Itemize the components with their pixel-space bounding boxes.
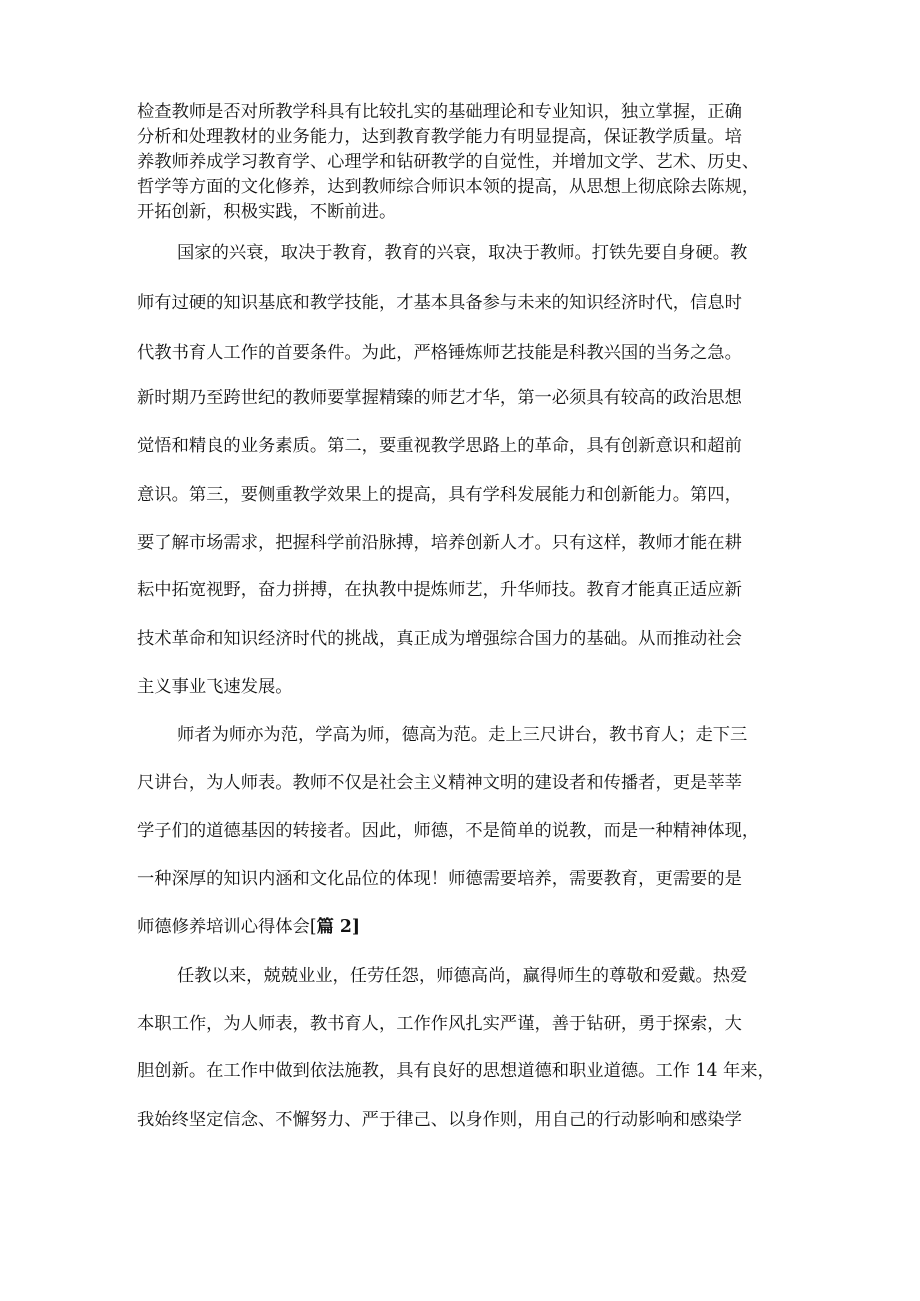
paragraph-line: 一种深厚的知识内涵和文化品位的体现！师德需要培养，需要教育，更需要的是 bbox=[137, 869, 742, 889]
section-heading-text: 师德修养培训心得体会[ bbox=[137, 917, 317, 937]
paragraph-line: 任教以来，兢兢业业，任劳任怨，师德高尚，赢得师生的尊敬和爱戴。热爱 bbox=[177, 966, 748, 986]
paragraph-line: 意识。第三，要侧重教学效果上的提高，具有学科发展能力和创新能力。第四， bbox=[137, 485, 742, 505]
paragraph-line: 我始终坚定信念、不懈努力、严于律己、以身作则，用自己的行动影响和感染学 bbox=[137, 1110, 742, 1130]
section-heading-number: 篇 2] bbox=[316, 917, 361, 937]
paragraph-line: 哲学等方面的文化修养，达到教师综合师识本领的提高，从思想上彻底除去陈规， bbox=[137, 177, 760, 197]
paragraph-line: 主义事业飞速发展。 bbox=[137, 677, 293, 697]
paragraph-line: 新时期乃至跨世纪的教师要掌握精臻的师艺才华，第一必须具有较高的政治思想 bbox=[137, 388, 742, 408]
paragraph-line: 检查教师是否对所教学科具有比较扎实的基础理论和专业知识，独立掌握，正确 bbox=[137, 102, 742, 122]
paragraph-line: 开拓创新，积极实践，不断前进。 bbox=[137, 202, 397, 222]
paragraph-line: 代教书育人工作的首要条件。为此，严格锤炼师艺技能是科教兴国的当务之急。 bbox=[137, 343, 742, 363]
paragraph-line: 分析和处理教材的业务能力，达到教育教学能力有明显提高，保证教学质量。培 bbox=[137, 127, 742, 147]
paragraph-line: 学子们的道德基因的转接者。因此，师德，不是简单的说教，而是一种精神体现， bbox=[137, 821, 760, 841]
paragraph-line: 觉悟和精良的业务素质。第二，要重视教学思路上的革命，具有创新意识和超前 bbox=[137, 436, 742, 456]
paragraph-line: 要了解市场需求，把握科学前沿脉搏，培养创新人才。只有这样，教师才能在耕 bbox=[137, 533, 742, 553]
paragraph-line: 养教师养成学习教育学、心理学和钻研教学的自觉性，并增加文学、艺术、历史、 bbox=[137, 152, 760, 172]
section-heading bbox=[137, 916, 797, 938]
paragraph-line: 师有过硬的知识基底和教学技能，才基本具备参与未来的知识经济时代，信息时 bbox=[137, 293, 742, 313]
paragraph-line: 耘中拓宽视野，奋力拼搏，在执教中提炼师艺，升华师技。教育才能真正适应新 bbox=[137, 580, 742, 600]
paragraph-line: 尺讲台，为人师表。教师不仅是社会主义精神文明的建设者和传播者，更是莘莘 bbox=[137, 773, 742, 793]
paragraph-line: 技术革命和知识经济时代的挑战，真正成为增强综合国力的基础。从而推动社会 bbox=[137, 629, 742, 649]
paragraph-line: 胆创新。在工作中做到依法施教，具有良好的思想道德和职业道德。工作 14 年来， bbox=[137, 1061, 775, 1081]
paragraph-line: 国家的兴衰，取决于教育，教育的兴衰，取决于教师。打铁先要自身硬。教 bbox=[177, 243, 748, 263]
paragraph-line: 师者为师亦为范，学高为师，德高为范。走上三尺讲台，教书育人；走下三 bbox=[177, 725, 748, 745]
paragraph-line: 本职工作，为人师表，教书育人，工作作风扎实严谨，善于钻研，勇于探索，大 bbox=[137, 1014, 742, 1034]
